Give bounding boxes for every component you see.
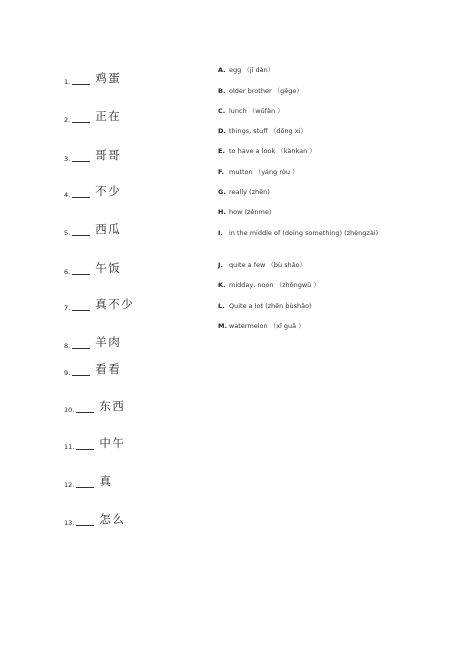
question-number: 4. <box>64 191 71 199</box>
option-text: midday, noon （zhōngwǔ ） <box>229 281 320 289</box>
answer-blank[interactable] <box>72 347 90 349</box>
option-letter: H. <box>218 208 226 216</box>
answer-option-g <box>218 187 458 197</box>
option-text: things, stuff （dōng xi） <box>229 127 307 135</box>
question-term: 看看 <box>95 362 122 376</box>
answer-option-c <box>218 106 458 116</box>
option-text: really (zhēn) <box>229 188 270 196</box>
answer-option-l <box>218 301 458 311</box>
question-item-10 <box>64 394 125 414</box>
question-number: 3. <box>64 155 71 163</box>
question-term: 正在 <box>95 109 122 123</box>
question-item-2 <box>64 104 121 124</box>
option-letter: E. <box>218 147 225 155</box>
question-number: 10. <box>64 406 75 414</box>
question-item-7 <box>64 292 134 312</box>
question-number: 13. <box>64 519 75 527</box>
option-text: how (zěnme) <box>229 208 272 216</box>
option-text: in the middle of (doing something) (zhèngzài) <box>229 229 379 237</box>
answer-blank[interactable] <box>76 448 94 450</box>
option-text: to have a look （kànkan ） <box>229 147 316 155</box>
answer-option-b <box>218 86 458 96</box>
answer-option-d <box>218 126 458 136</box>
question-term: 羊肉 <box>95 335 122 349</box>
answer-option-i <box>218 228 458 238</box>
option-text: lunch （wǔfàn ） <box>229 107 284 115</box>
answer-option-e <box>218 146 458 156</box>
option-text: watermelon （xī guā ） <box>229 322 305 330</box>
answer-option-j <box>218 260 458 270</box>
answer-blank[interactable] <box>72 374 90 376</box>
question-term: 中午 <box>99 436 126 450</box>
question-number: 2. <box>64 116 71 124</box>
question-number: 7. <box>64 304 71 312</box>
option-letter: D. <box>218 127 226 135</box>
question-term: 真不少 <box>95 297 135 311</box>
answer-blank[interactable] <box>76 524 94 526</box>
question-term: 东西 <box>99 399 126 413</box>
question-term: 怎么 <box>99 512 126 526</box>
answer-blank[interactable] <box>76 486 94 488</box>
question-item-13 <box>64 507 125 527</box>
question-number: 9. <box>64 369 71 377</box>
option-letter: C. <box>218 107 226 115</box>
answer-blank[interactable] <box>72 160 90 162</box>
option-letter: B. <box>218 87 226 95</box>
question-number: 12. <box>64 481 75 489</box>
answer-blank[interactable] <box>72 234 90 236</box>
option-letter: F. <box>218 168 224 176</box>
question-number: 8. <box>64 342 71 350</box>
option-letter: I. <box>218 229 223 237</box>
question-item-11 <box>64 431 125 451</box>
answer-option-h <box>218 207 458 217</box>
answer-option-a <box>218 65 458 75</box>
option-letter: J. <box>218 261 223 269</box>
option-text: Quite a lot (zhēn bùshǎo) <box>229 302 312 310</box>
question-term: 鸡蛋 <box>95 71 122 85</box>
answer-blank[interactable] <box>72 196 90 198</box>
option-letter: G. <box>218 188 226 196</box>
answer-blank[interactable] <box>72 121 90 123</box>
option-letter: K. <box>218 281 226 289</box>
option-text: egg （jī dàn） <box>229 66 275 74</box>
option-letter: A. <box>218 66 226 74</box>
answer-option-m <box>218 321 458 331</box>
option-letter: L. <box>218 302 225 310</box>
question-term: 真 <box>99 474 113 488</box>
answer-option-f <box>218 167 458 177</box>
question-term: 午饭 <box>95 261 122 275</box>
option-text: mutton （yáng ròu ） <box>229 168 299 176</box>
option-letter: M. <box>218 322 227 330</box>
question-number: 6. <box>64 268 71 276</box>
question-item-5 <box>64 217 121 237</box>
question-term: 哥哥 <box>95 148 122 162</box>
question-item-8 <box>64 330 121 350</box>
answer-blank[interactable] <box>72 83 90 85</box>
question-term: 不少 <box>95 184 122 198</box>
question-item-4 <box>64 179 121 199</box>
answer-blank[interactable] <box>76 411 94 413</box>
question-item-12 <box>64 469 112 489</box>
question-item-1 <box>64 66 121 86</box>
answer-option-k <box>218 280 458 290</box>
answer-blank[interactable] <box>72 273 90 275</box>
question-item-6 <box>64 256 121 276</box>
question-item-9 <box>64 357 121 377</box>
option-text: quite a few （bù shǎo） <box>229 261 307 269</box>
question-number: 1. <box>64 78 71 86</box>
question-number: 11. <box>64 443 75 451</box>
option-text: older brother （gēge） <box>229 87 303 95</box>
question-number: 5. <box>64 229 71 237</box>
question-item-3 <box>64 143 121 163</box>
answer-blank[interactable] <box>72 309 90 311</box>
question-term: 西瓜 <box>95 222 122 236</box>
